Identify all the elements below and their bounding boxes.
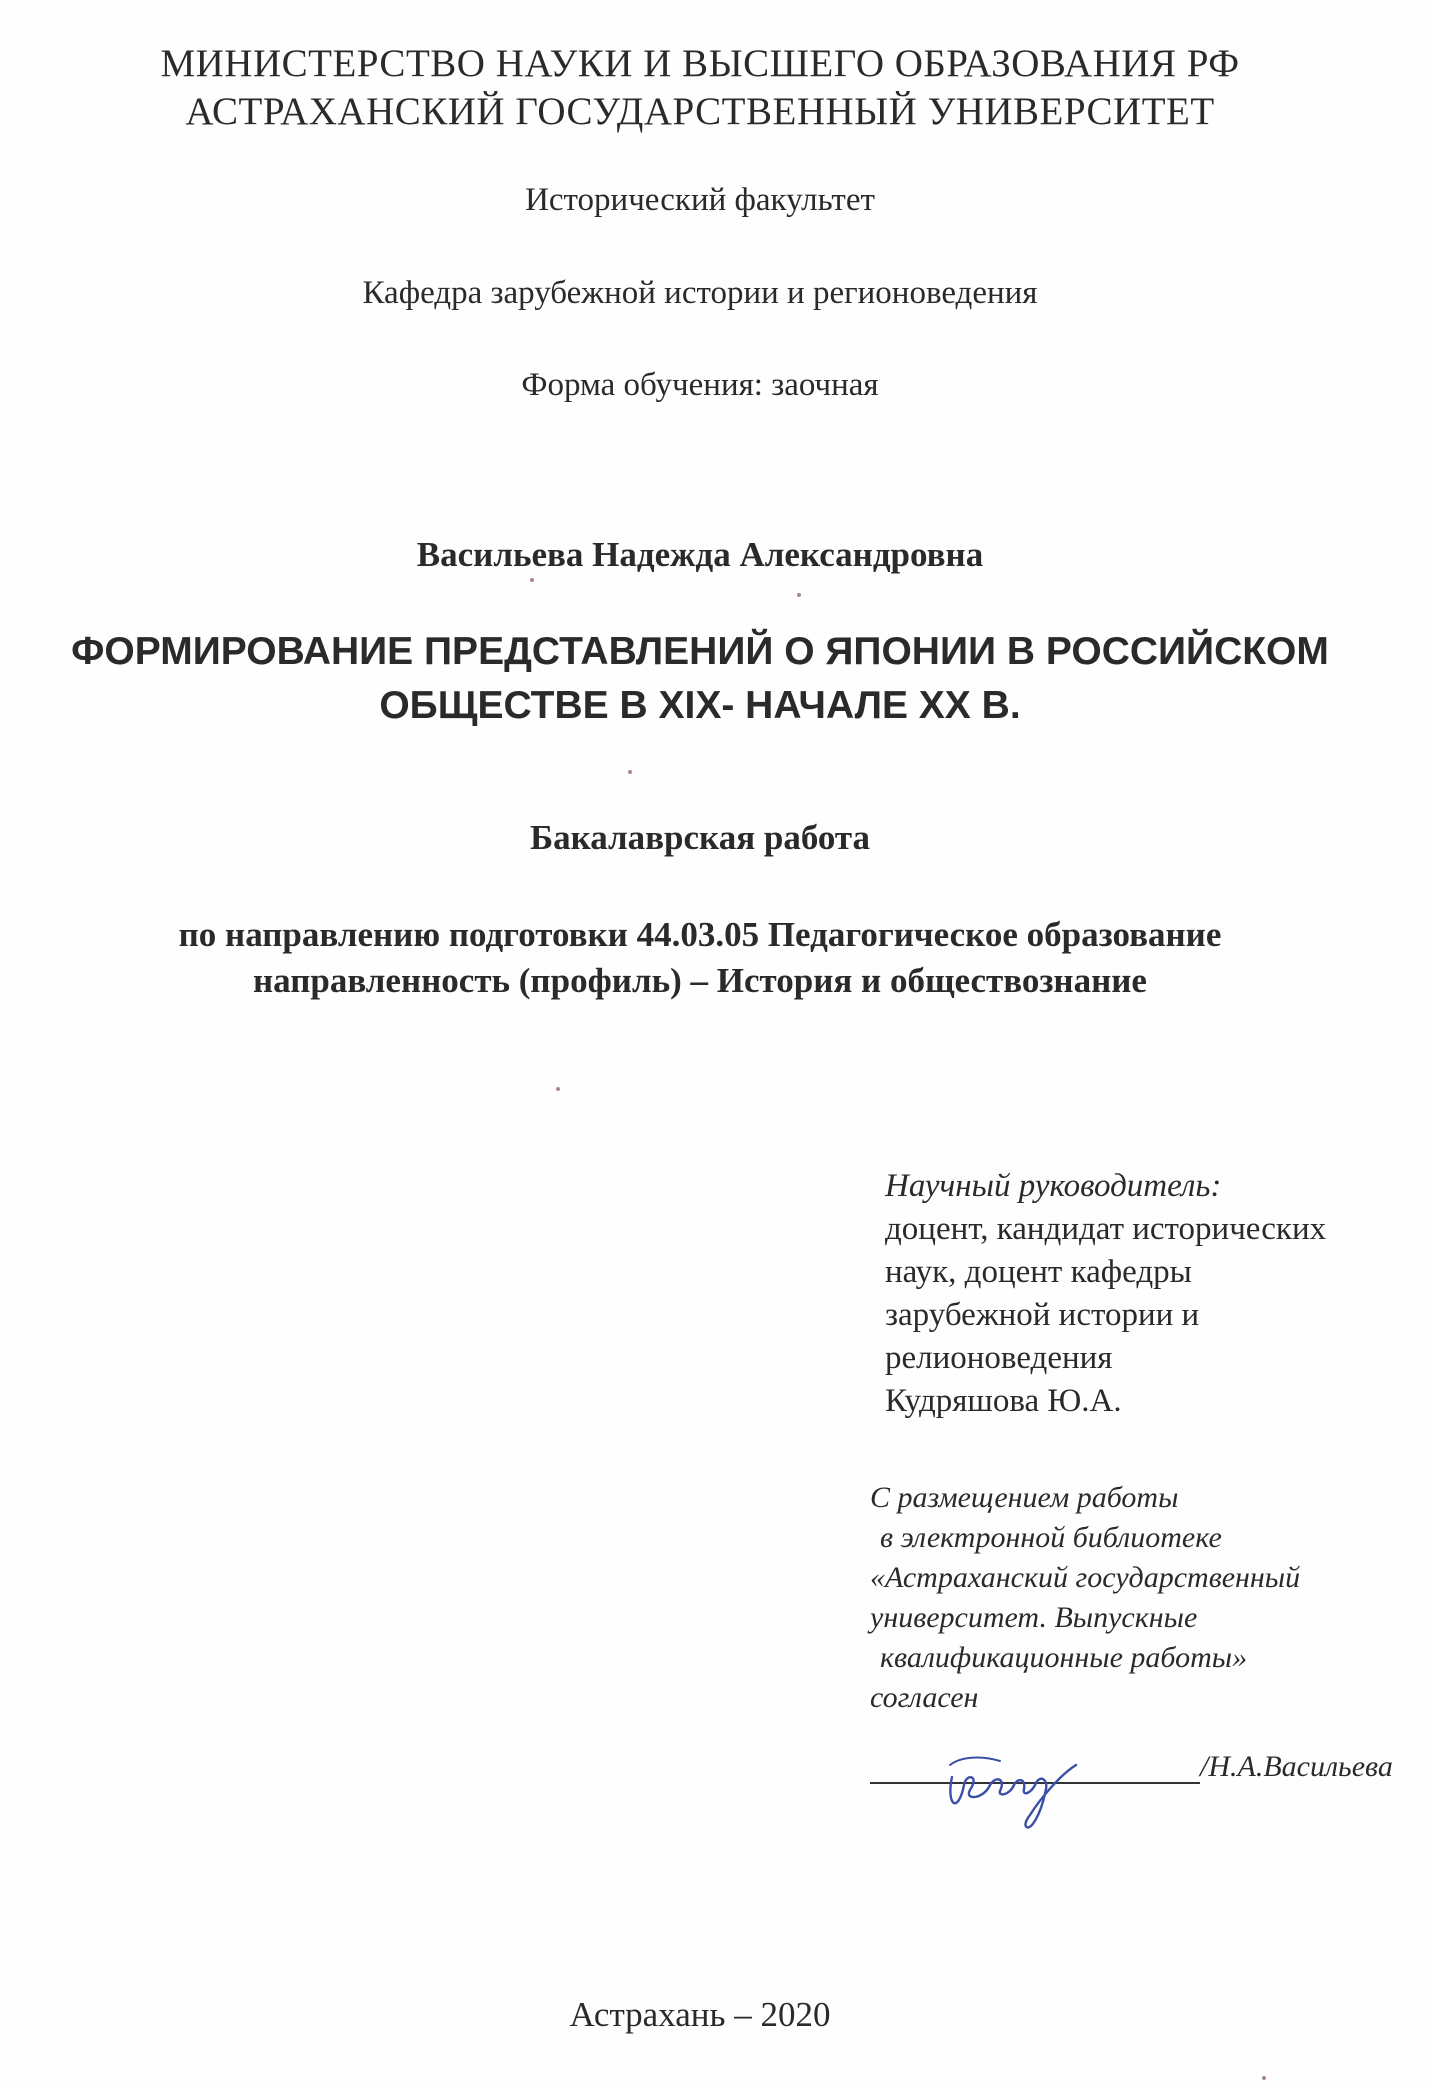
consent-line-4: университет. Выпускные <box>870 1601 1198 1634</box>
study-direction <box>0 912 1400 1004</box>
supervisor-label: Научный руководитель: <box>885 1168 1222 1204</box>
scan-speck <box>1262 2076 1266 2080</box>
consent-line-6: согласен <box>870 1681 979 1714</box>
library-consent <box>870 1478 1390 1718</box>
department: Кафедра зарубежной истории и регионоведения <box>362 275 1038 311</box>
consent-line-5: квалификационные работы» <box>880 1641 1248 1674</box>
signer-name: /Н.А.Васильева <box>1200 1750 1393 1783</box>
ministry-line-2: АСТРАХАНСКИЙ ГОСУДАРСТВЕННЫЙ УНИВЕРСИТЕТ <box>185 90 1215 133</box>
thesis-title <box>0 625 1400 733</box>
supervisor-line-2: наук, доцент кафедры <box>885 1254 1192 1290</box>
consent-line-1: С размещением работы <box>870 1481 1179 1514</box>
consent-line-3: «Астраханский государственный <box>870 1561 1301 1594</box>
study-direction-line-1: по направлению подготовки 44.03.05 Педагогическое образование <box>178 915 1222 954</box>
study-direction-line-2: направленность (профиль) – История и обществознание <box>253 961 1147 1000</box>
handwritten-signature <box>940 1735 1090 1835</box>
scan-speck <box>556 1087 560 1091</box>
author-name: Васильева Надежда Александровна <box>416 535 984 574</box>
thesis-title-line-2: ОБЩЕСТВЕ В XIX- НАЧАЛЕ XX В. <box>379 684 1021 727</box>
ministry-line-1: МИНИСТЕРСТВО НАУКИ И ВЫСШЕГО ОБРАЗОВАНИЯ РФ <box>160 42 1240 85</box>
work-type: Бакалаврская работа <box>529 818 871 857</box>
faculty: Исторический факультет <box>525 182 875 218</box>
supervisor-line-3: зарубежной истории и <box>885 1297 1200 1333</box>
supervisor-block <box>885 1165 1405 1423</box>
scan-speck <box>530 578 534 582</box>
supervisor-name: Кудряшова Ю.А. <box>885 1383 1122 1419</box>
thesis-title-line-1: ФОРМИРОВАНИЕ ПРЕДСТАВЛЕНИЙ О ЯПОНИИ В РОССИЙСКОМ <box>71 630 1329 673</box>
consent-line-2: в электронной библиотеке <box>880 1521 1222 1554</box>
scan-speck <box>797 593 801 597</box>
study-form: Форма обучения: заочная <box>521 367 879 403</box>
supervisor-line-1: доцент, кандидат исторических <box>885 1211 1327 1247</box>
supervisor-line-4: релионоведения <box>885 1340 1113 1376</box>
signature-flourish <box>950 1758 1000 1765</box>
scan-speck <box>628 770 632 774</box>
ministry-header <box>0 40 1400 136</box>
signature-stroke <box>950 1765 1076 1827</box>
city-year: Астрахань – 2020 <box>569 1995 831 2034</box>
